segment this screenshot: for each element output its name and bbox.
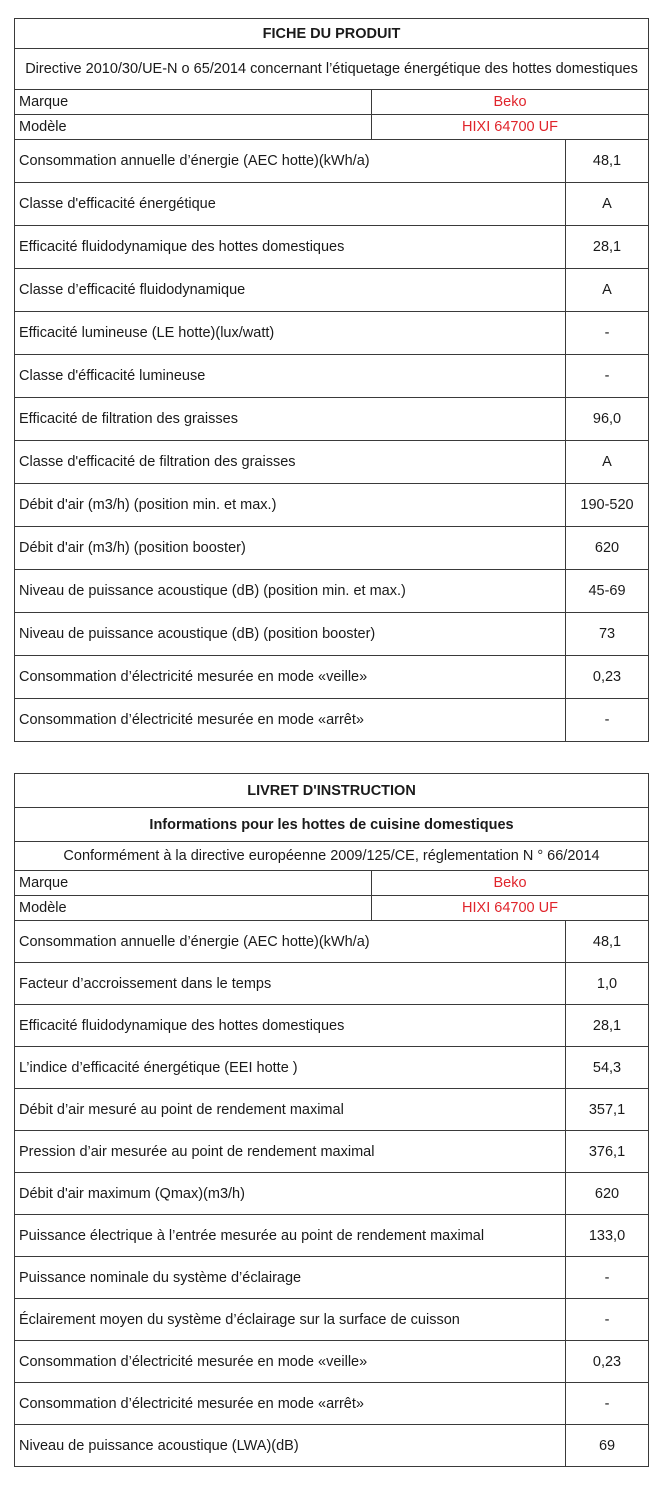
spec-label: Débit d’air mesuré au point de rendement maximal	[15, 1089, 566, 1131]
spec-value: -	[566, 699, 649, 742]
spec-row	[15, 355, 649, 398]
spec-row	[15, 656, 649, 699]
product-sheet-directive: Directive 2010/30/UE-N o 65/2014 concernant l’étiquetage énergétique des hottes domestiques	[15, 49, 649, 90]
spec-row	[15, 484, 649, 527]
brand-value: Beko	[372, 871, 649, 896]
spec-row	[15, 1341, 649, 1383]
spec-value: 45-69	[566, 570, 649, 613]
spec-row	[15, 1425, 649, 1467]
spec-value: 28,1	[566, 1005, 649, 1047]
spec-row	[15, 613, 649, 656]
spec-label: Niveau de puissance acoustique (LWA)(dB)	[15, 1425, 566, 1467]
booklet-subtitle: Informations pour les hottes de cuisine domestiques	[15, 808, 649, 842]
spec-row	[15, 183, 649, 226]
spec-row	[15, 441, 649, 484]
product-sheet-title: FICHE DU PRODUIT	[15, 19, 649, 49]
spec-value: 48,1	[566, 140, 649, 183]
brand-label: Marque	[15, 871, 372, 896]
spec-label: Consommation d’électricité mesurée en mode «veille»	[15, 656, 566, 699]
spec-row	[15, 527, 649, 570]
spec-value: A	[566, 441, 649, 484]
spec-label: Pression d’air mesurée au point de rendement maximal	[15, 1131, 566, 1173]
spec-value: 96,0	[566, 398, 649, 441]
spec-label: L’indice d’efficacité énergétique (EEI hotte )	[15, 1047, 566, 1089]
spec-label: Classe d'efficacité de filtration des graisses	[15, 441, 566, 484]
spec-label: Efficacité de filtration des graisses	[15, 398, 566, 441]
spec-label: Niveau de puissance acoustique (dB) (position booster)	[15, 613, 566, 656]
spec-row	[15, 1383, 649, 1425]
spec-label: Puissance nominale du système d’éclairage	[15, 1257, 566, 1299]
model-label: Modèle	[15, 896, 372, 921]
spec-row	[15, 398, 649, 441]
spec-row	[15, 226, 649, 269]
booklet-directive: Conformément à la directive européenne 2009/125/CE, réglementation N ° 66/2014	[15, 842, 649, 871]
product-sheet-table	[14, 18, 649, 742]
spec-label: Débit d'air maximum (Qmax)(m3/h)	[15, 1173, 566, 1215]
spec-value: -	[566, 312, 649, 355]
spec-value: 620	[566, 1173, 649, 1215]
spec-value: 620	[566, 527, 649, 570]
spec-row	[15, 1131, 649, 1173]
instruction-booklet-table	[14, 773, 649, 1467]
spec-label: Classe d'éfficacité lumineuse	[15, 355, 566, 398]
brand-value: Beko	[372, 90, 649, 115]
spec-label: Consommation annuelle d’énergie (AEC hotte)(kWh/a)	[15, 140, 566, 183]
spec-label: Niveau de puissance acoustique (dB) (position min. et max.)	[15, 570, 566, 613]
spec-row	[15, 963, 649, 1005]
spec-value: -	[566, 1383, 649, 1425]
spec-row	[15, 1215, 649, 1257]
spec-value: 133,0	[566, 1215, 649, 1257]
brand-label: Marque	[15, 90, 372, 115]
spec-label: Débit d'air (m3/h) (position min. et max.)	[15, 484, 566, 527]
spec-label: Éclairement moyen du système d’éclairage sur la surface de cuisson	[15, 1299, 566, 1341]
spec-label: Facteur d’accroissement dans le temps	[15, 963, 566, 1005]
spec-value: 73	[566, 613, 649, 656]
spec-label: Puissance électrique à l’entrée mesurée au point de rendement maximal	[15, 1215, 566, 1257]
spec-value: -	[566, 355, 649, 398]
spec-label: Consommation d’électricité mesurée en mode «veille»	[15, 1341, 566, 1383]
spec-row	[15, 921, 649, 963]
spec-value: A	[566, 183, 649, 226]
spec-row	[15, 570, 649, 613]
model-label: Modèle	[15, 115, 372, 140]
spec-label: Débit d'air (m3/h) (position booster)	[15, 527, 566, 570]
spec-row	[15, 269, 649, 312]
model-value: HIXI 64700 UF	[372, 115, 649, 140]
spec-label: Efficacité fluidodynamique des hottes domestiques	[15, 226, 566, 269]
spec-row	[15, 1257, 649, 1299]
spec-label: Classe d'efficacité énergétique	[15, 183, 566, 226]
spec-row	[15, 699, 649, 742]
spec-value: 376,1	[566, 1131, 649, 1173]
spec-row	[15, 1047, 649, 1089]
spec-value: 0,23	[566, 656, 649, 699]
spec-label: Consommation d’électricité mesurée en mode «arrêt»	[15, 699, 566, 742]
spec-value: -	[566, 1299, 649, 1341]
spec-row	[15, 312, 649, 355]
spec-label: Efficacité fluidodynamique des hottes domestiques	[15, 1005, 566, 1047]
spec-row	[15, 1299, 649, 1341]
spec-value: 69	[566, 1425, 649, 1467]
spec-value: 1,0	[566, 963, 649, 1005]
spec-value: 54,3	[566, 1047, 649, 1089]
model-value: HIXI 64700 UF	[372, 896, 649, 921]
spec-row	[15, 140, 649, 183]
spec-row	[15, 1173, 649, 1215]
spec-label: Classe d’efficacité fluidodynamique	[15, 269, 566, 312]
spec-value: 28,1	[566, 226, 649, 269]
spec-label: Consommation annuelle d’énergie (AEC hotte)(kWh/a)	[15, 921, 566, 963]
spec-value: 190-520	[566, 484, 649, 527]
spec-value: 357,1	[566, 1089, 649, 1131]
spec-row	[15, 1005, 649, 1047]
spec-label: Consommation d’électricité mesurée en mode «arrêt»	[15, 1383, 566, 1425]
spec-value: 0,23	[566, 1341, 649, 1383]
spec-label: Efficacité lumineuse (LE hotte)(lux/watt)	[15, 312, 566, 355]
spec-value: 48,1	[566, 921, 649, 963]
spec-row	[15, 1089, 649, 1131]
spec-value: A	[566, 269, 649, 312]
booklet-title: LIVRET D'INSTRUCTION	[15, 774, 649, 808]
spec-value: -	[566, 1257, 649, 1299]
